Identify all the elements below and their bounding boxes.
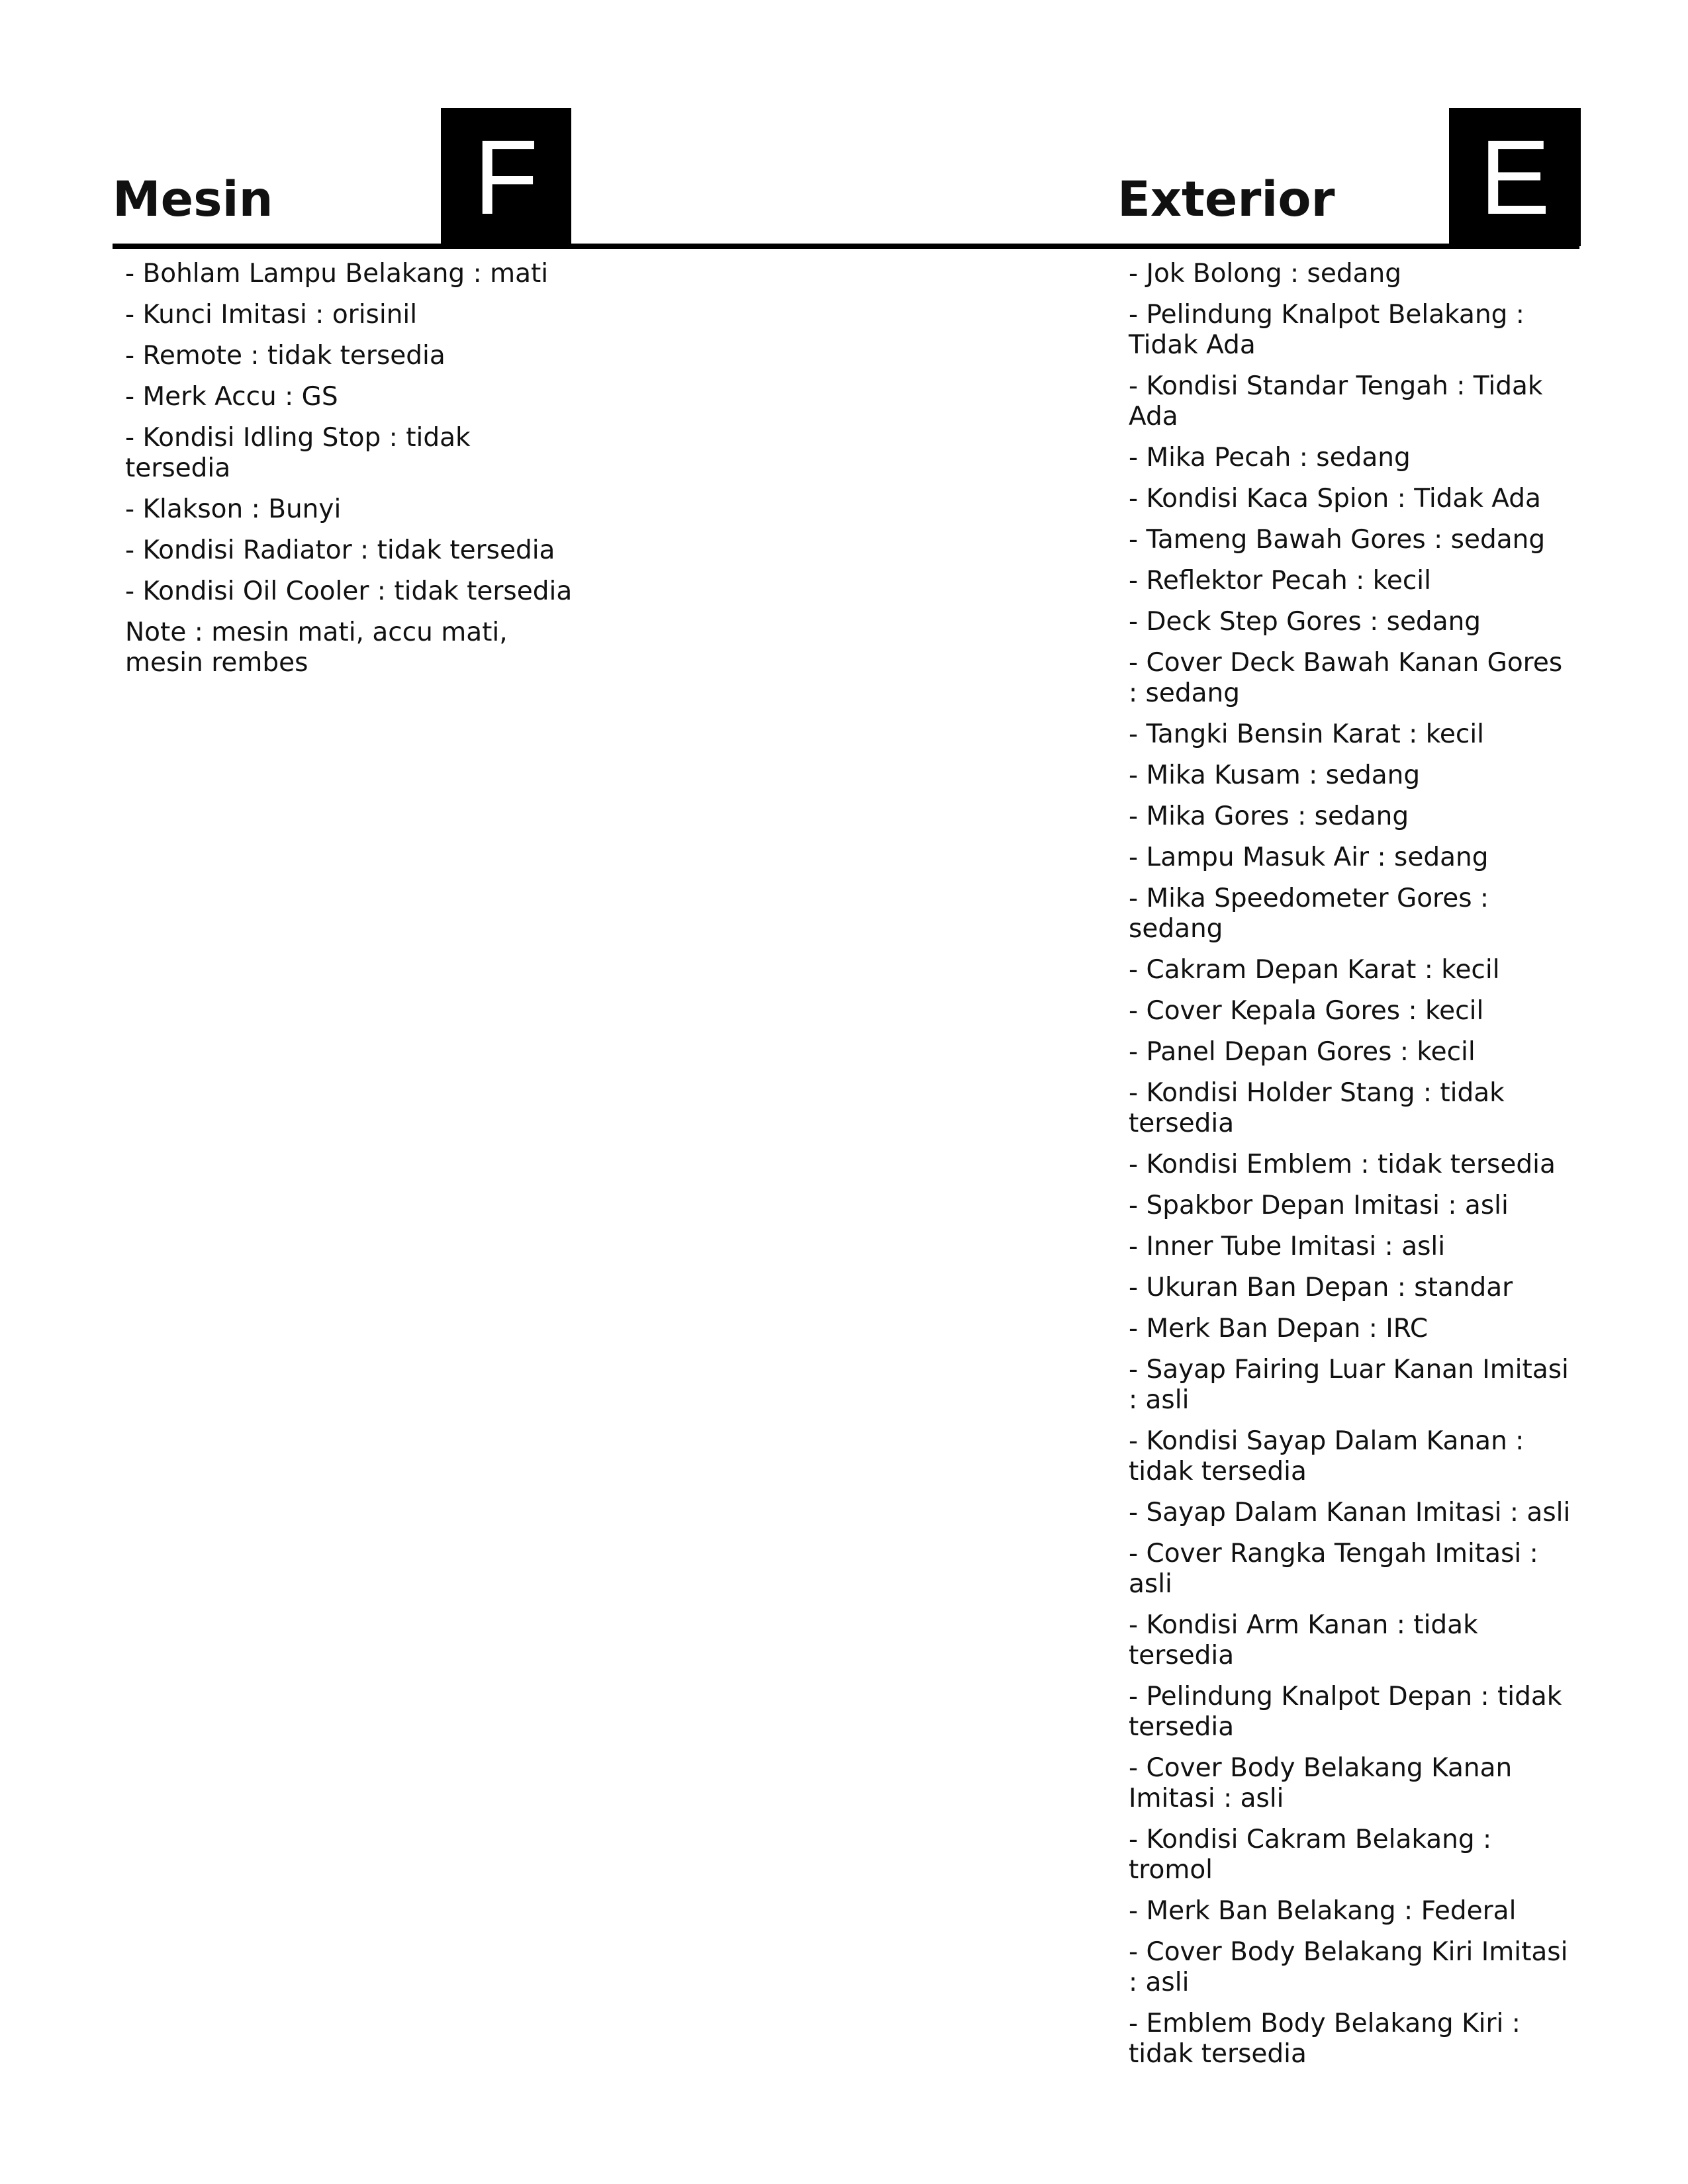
list-item: - Panel Depan Gores : kecil — [1129, 1037, 1476, 1067]
list-item: - Ukuran Ban Depan : standar — [1129, 1273, 1513, 1302]
list-item: - Kondisi Arm Kanan : tidak tersedia — [1129, 1610, 1478, 1670]
mesin-note: Note : mesin mati, accu mati, mesin rembes — [125, 617, 508, 678]
list-item: - Cover Body Belakang Kanan Imitasi : asli — [1129, 1753, 1513, 1813]
list-item: - Kondisi Kaca Spion : Tidak Ada — [1129, 484, 1541, 514]
list-item: - Mika Gores : sedang — [1129, 801, 1409, 831]
list-item: - Cover Kepala Gores : kecil — [1129, 996, 1484, 1026]
list-item: - Inner Tube Imitasi : asli — [1129, 1232, 1446, 1261]
list-item: - Emblem Body Belakang Kiri : tidak tersedia — [1129, 2009, 1521, 2069]
list-item: - Jok Bolong : sedang — [1129, 259, 1401, 289]
list-item: - Tameng Bawah Gores : sedang — [1129, 525, 1546, 555]
list-item: - Deck Step Gores : sedang — [1129, 607, 1481, 637]
section-divider — [113, 244, 1579, 249]
list-item: - Bohlam Lampu Belakang : mati — [125, 259, 549, 289]
list-item: - Cover Deck Bawah Kanan Gores : sedang — [1129, 648, 1563, 708]
list-item: - Kondisi Radiator : tidak tersedia — [125, 535, 555, 565]
list-item: - Cover Body Belakang Kiri Imitasi : asli — [1129, 1937, 1568, 1997]
list-item: - Mika Speedometer Gores : sedang — [1129, 884, 1489, 944]
list-item: - Reflektor Pecah : kecil — [1129, 566, 1431, 596]
list-item: - Merk Accu : GS — [125, 382, 338, 412]
list-item: - Kunci Imitasi : orisinil — [125, 300, 418, 330]
list-item: - Kondisi Sayap Dalam Kanan : tidak tersedia — [1129, 1426, 1524, 1486]
mesin-heading: Mesin — [113, 171, 273, 228]
list-item: - Sayap Dalam Kanan Imitasi : asli — [1129, 1498, 1571, 1527]
list-item: - Mika Kusam : sedang — [1129, 760, 1421, 790]
list-item: - Cover Rangka Tengah Imitasi : asli — [1129, 1539, 1538, 1599]
list-item: - Remote : tidak tersedia — [125, 341, 445, 371]
list-item: - Pelindung Knalpot Depan : tidak tersedia — [1129, 1682, 1562, 1742]
list-item: - Kondisi Oil Cooler : tidak tersedia — [125, 576, 573, 606]
exterior-items-list — [1129, 259, 1579, 2080]
list-item: - Klakson : Bunyi — [125, 494, 342, 524]
list-item: - Kondisi Idling Stop : tidak tersedia — [125, 423, 471, 483]
exterior-heading: Exterior — [1117, 171, 1335, 228]
list-item: - Kondisi Standar Tengah : Tidak Ada — [1129, 371, 1543, 432]
list-item: - Lampu Masuk Air : sedang — [1129, 842, 1489, 872]
list-item: - Merk Ban Depan : IRC — [1129, 1314, 1429, 1343]
mesin-section-badge: F — [441, 108, 571, 246]
list-item: - Spakbor Depan Imitasi : asli — [1129, 1191, 1509, 1220]
list-item: - Kondisi Cakram Belakang : tromol — [1129, 1825, 1492, 1885]
mesin-items-list — [125, 259, 575, 689]
list-item: - Pelindung Knalpot Belakang : Tidak Ada — [1129, 300, 1524, 360]
list-item: - Kondisi Holder Stang : tidak tersedia — [1129, 1078, 1505, 1138]
exterior-section-badge: E — [1449, 108, 1581, 246]
list-item: - Cakram Depan Karat : kecil — [1129, 955, 1500, 985]
list-item: - Tangki Bensin Karat : kecil — [1129, 719, 1485, 749]
list-item: - Sayap Fairing Luar Kanan Imitasi : asli — [1129, 1355, 1569, 1415]
list-item: - Kondisi Emblem : tidak tersedia — [1129, 1150, 1556, 1179]
list-item: - Merk Ban Belakang : Federal — [1129, 1896, 1517, 1926]
list-item: - Mika Pecah : sedang — [1129, 443, 1411, 473]
